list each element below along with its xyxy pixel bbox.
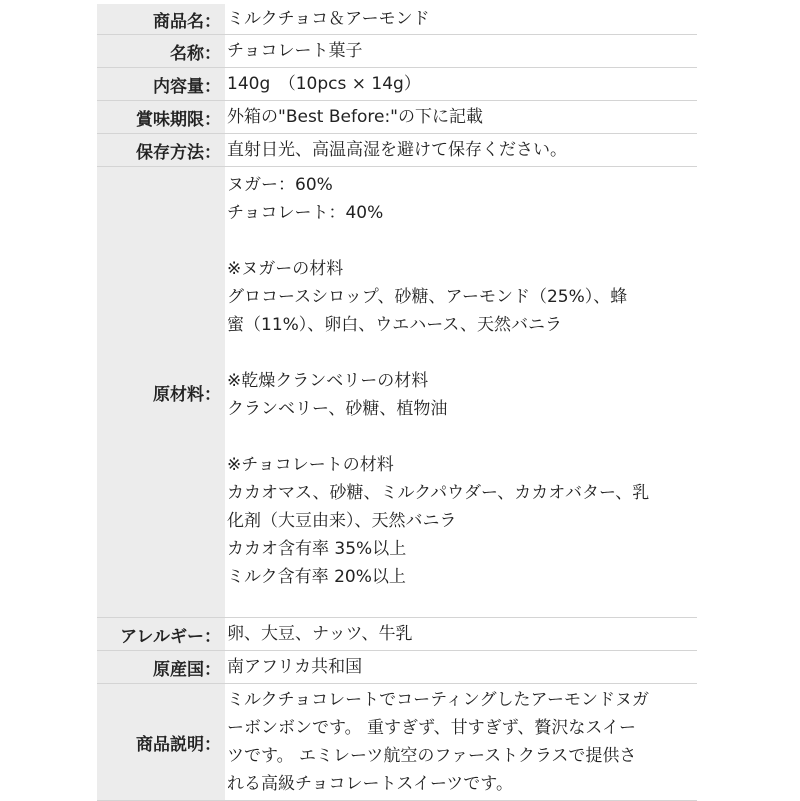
- best-before-value: 外箱の"Best Before:"の下に記載: [225, 101, 697, 134]
- ingredient-line: クランベリー、砂糖、植物油: [227, 399, 448, 419]
- ingredient-line: ※乾燥クランベリーの材料: [227, 371, 429, 391]
- ingredient-line: ※チョコレートの材料: [227, 455, 394, 475]
- row-best-before: [97, 101, 697, 134]
- contents-label: 内容量：: [97, 68, 225, 101]
- ingredient-line: ミルク含有率 20%以上: [227, 567, 406, 587]
- ingredient-line: ヌガー：60%: [227, 175, 333, 195]
- allergy-label: アレルギー：: [97, 618, 225, 651]
- ingredient-line: カカオマス、砂糖、ミルクパウダー、カカオバター、乳: [227, 483, 650, 503]
- origin-label: 原産国：: [97, 651, 225, 684]
- storage-label: 保存方法：: [97, 134, 225, 167]
- description-line: れる高級チョコレートスイーツです。: [227, 774, 513, 794]
- ingredient-line: グロコースシロップ、砂糖、アーモンド（25%）、蜂: [227, 287, 628, 307]
- ingredient-spacer: [227, 423, 697, 451]
- description-label: 商品説明：: [97, 684, 225, 801]
- ingredients-label: 原材料：: [97, 167, 225, 618]
- name-label: 名称：: [97, 35, 225, 68]
- row-ingredients: [97, 167, 697, 618]
- row-product-name: [97, 4, 697, 35]
- allergy-value: 卵、大豆、ナッツ、牛乳: [225, 618, 697, 651]
- row-description: [97, 684, 697, 801]
- contents-value: 140g （10pcs × 14g）: [225, 68, 697, 101]
- description-line: ミルクチョコレートでコーティングしたアーモンドヌガ: [227, 690, 649, 710]
- origin-value: 南アフリカ共和国: [225, 651, 697, 684]
- best-before-label: 賞味期限：: [97, 101, 225, 134]
- description-value: [225, 684, 697, 801]
- ingredients-value: [225, 167, 697, 618]
- row-storage: [97, 134, 697, 167]
- ingredient-spacer: [227, 339, 697, 367]
- row-origin: [97, 651, 697, 684]
- row-contents: [97, 68, 697, 101]
- product-name-label: 商品名：: [97, 4, 225, 35]
- row-allergy: [97, 618, 697, 651]
- row-name: [97, 35, 697, 68]
- ingredient-line: カカオ含有率 35%以上: [227, 539, 407, 559]
- ingredient-line: 化剤（大豆由来）、天然バニラ: [227, 511, 457, 531]
- ingredient-line: 蜜（11%）、卵白、ウエハース、天然バニラ: [227, 315, 562, 335]
- ingredient-spacer: [227, 227, 697, 255]
- description-line: ツです。 エミレーツ航空のファーストクラスで提供さ: [227, 746, 637, 766]
- ingredient-line: チョコレート：40%: [227, 203, 384, 223]
- product-name-value: ミルクチョコ＆アーモンド: [225, 4, 697, 35]
- product-spec-table: [97, 4, 697, 801]
- storage-value: 直射日光、高温高湿を避けて保存ください。: [225, 134, 697, 167]
- description-line: ーボンボンです。 重すぎず、甘すぎず、贅沢なスイー: [227, 718, 636, 738]
- name-value: チョコレート菓子: [225, 35, 697, 68]
- ingredient-line: ※ヌガーの材料: [227, 259, 344, 279]
